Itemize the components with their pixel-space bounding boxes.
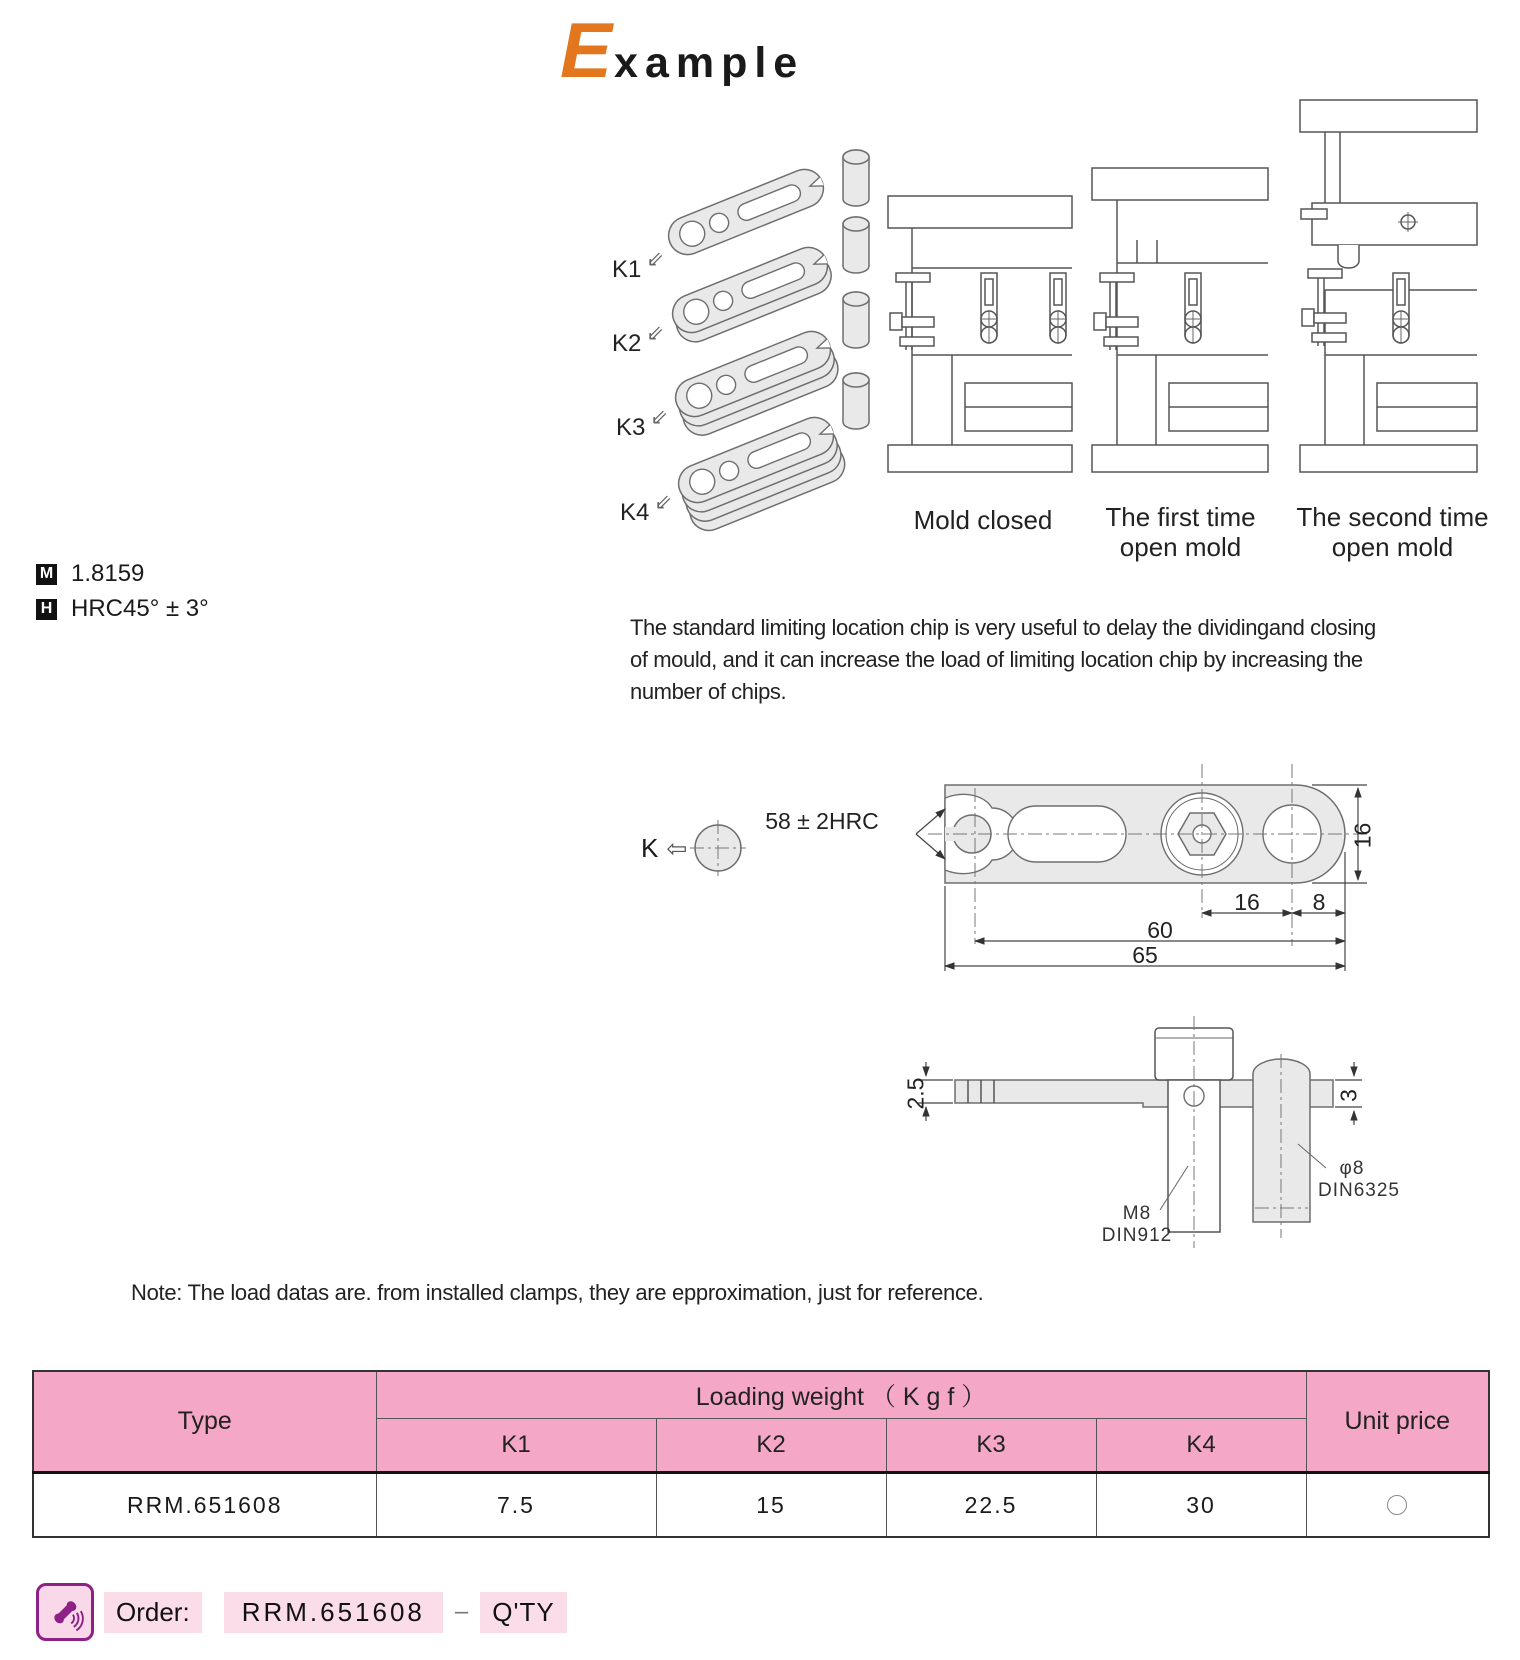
pin-label-din6325: DIN6325 (1318, 1180, 1400, 1201)
cell-unit-price (1306, 1473, 1489, 1538)
mold-closed-caption: Mold closed (913, 505, 1053, 535)
cell-k2: 15 (656, 1473, 886, 1538)
mold-first-open-drawing (1092, 168, 1268, 472)
hardness-spec (36, 595, 209, 623)
table-row (33, 1473, 1489, 1538)
cell-k1: 7.5 (376, 1473, 656, 1538)
dim-height-16: 16 (1349, 822, 1376, 849)
hardness-value: HRC45° ± 3° (71, 595, 209, 622)
limit-pins-drawing (843, 150, 869, 429)
dim-pitch-16: 16 (1234, 889, 1260, 915)
page-title (560, 8, 804, 92)
k-view-arrow-icon: ⇦ (666, 834, 688, 863)
mold-closed-drawing (888, 196, 1072, 472)
page-title-initial: E (560, 6, 613, 94)
dim-end-8: 8 (1312, 889, 1326, 915)
k4-arrow-icon: ⇙ (654, 491, 672, 514)
table-header-loading-weight: Loading weight （ K g f ） (376, 1371, 1306, 1419)
unit-price-circle (1387, 1495, 1407, 1515)
k1-label: K1 ⇙ (612, 248, 664, 283)
clamp-stack-k1-drawing (663, 164, 829, 261)
material-badge: M (36, 564, 57, 585)
table-header-k3: K3 (886, 1419, 1096, 1473)
k1-arrow-icon: ⇙ (646, 248, 664, 271)
screw-label-din912: DIN912 (1101, 1225, 1173, 1246)
note-text: Note: The load datas are. from installed clamps, they are epproximation, just for reference. (131, 1280, 984, 1305)
order-code: RRM.651608 (224, 1592, 443, 1633)
table-header-k2: K2 (656, 1419, 886, 1473)
material-spec (36, 560, 144, 588)
k2-label: K2 ⇙ (612, 322, 664, 357)
description-text: The standard limiting location chip is very useful to delay the dividingand closing of mould, and it can increase the load of limiting location chip by increasing the number of chips. (630, 615, 1376, 704)
hardness-badge: H (36, 599, 57, 620)
k3-label: K3 ⇙ (616, 406, 668, 441)
k3-arrow-icon: ⇙ (650, 406, 668, 429)
order-section (36, 1584, 567, 1640)
screw-label-m8: M8 (1122, 1203, 1152, 1224)
mold-second-open-drawing (1300, 100, 1477, 472)
mold-second-open-caption: The second time open mold (1296, 502, 1489, 562)
order-separator: – (454, 1598, 469, 1625)
top-view-drawing (690, 764, 1368, 971)
table-header-unit-price: Unit price (1306, 1371, 1489, 1473)
order-label: Order: (104, 1592, 202, 1633)
cell-k4: 30 (1096, 1473, 1306, 1538)
hardness-callout: 58 ± 2HRC (765, 808, 879, 834)
cell-type: RRM.651608 (33, 1473, 376, 1538)
material-value: 1.8159 (71, 560, 145, 587)
order-qty: Q'TY (480, 1592, 566, 1633)
pin-label-phi8: φ8 (1339, 1158, 1365, 1179)
dim-thickness-2-5: 2.5 (902, 1077, 929, 1110)
loading-weight-table (32, 1370, 1490, 1538)
dim-65: 65 (1132, 942, 1158, 968)
dim-step-3: 3 (1335, 1089, 1362, 1102)
phone-icon (36, 1583, 94, 1641)
table-header-type: Type (33, 1371, 376, 1473)
mold-first-open-caption: The first time open mold (1105, 502, 1256, 562)
table-header-k1: K1 (376, 1419, 656, 1473)
dim-60: 60 (1147, 917, 1173, 943)
cell-k3: 22.5 (886, 1473, 1096, 1538)
k2-arrow-icon: ⇙ (646, 322, 664, 345)
page-title-rest: xample (614, 39, 805, 87)
table-header-k4: K4 (1096, 1419, 1306, 1473)
k-view-label: K ⇦ (641, 833, 688, 863)
k4-label: K4 ⇙ (620, 491, 672, 526)
